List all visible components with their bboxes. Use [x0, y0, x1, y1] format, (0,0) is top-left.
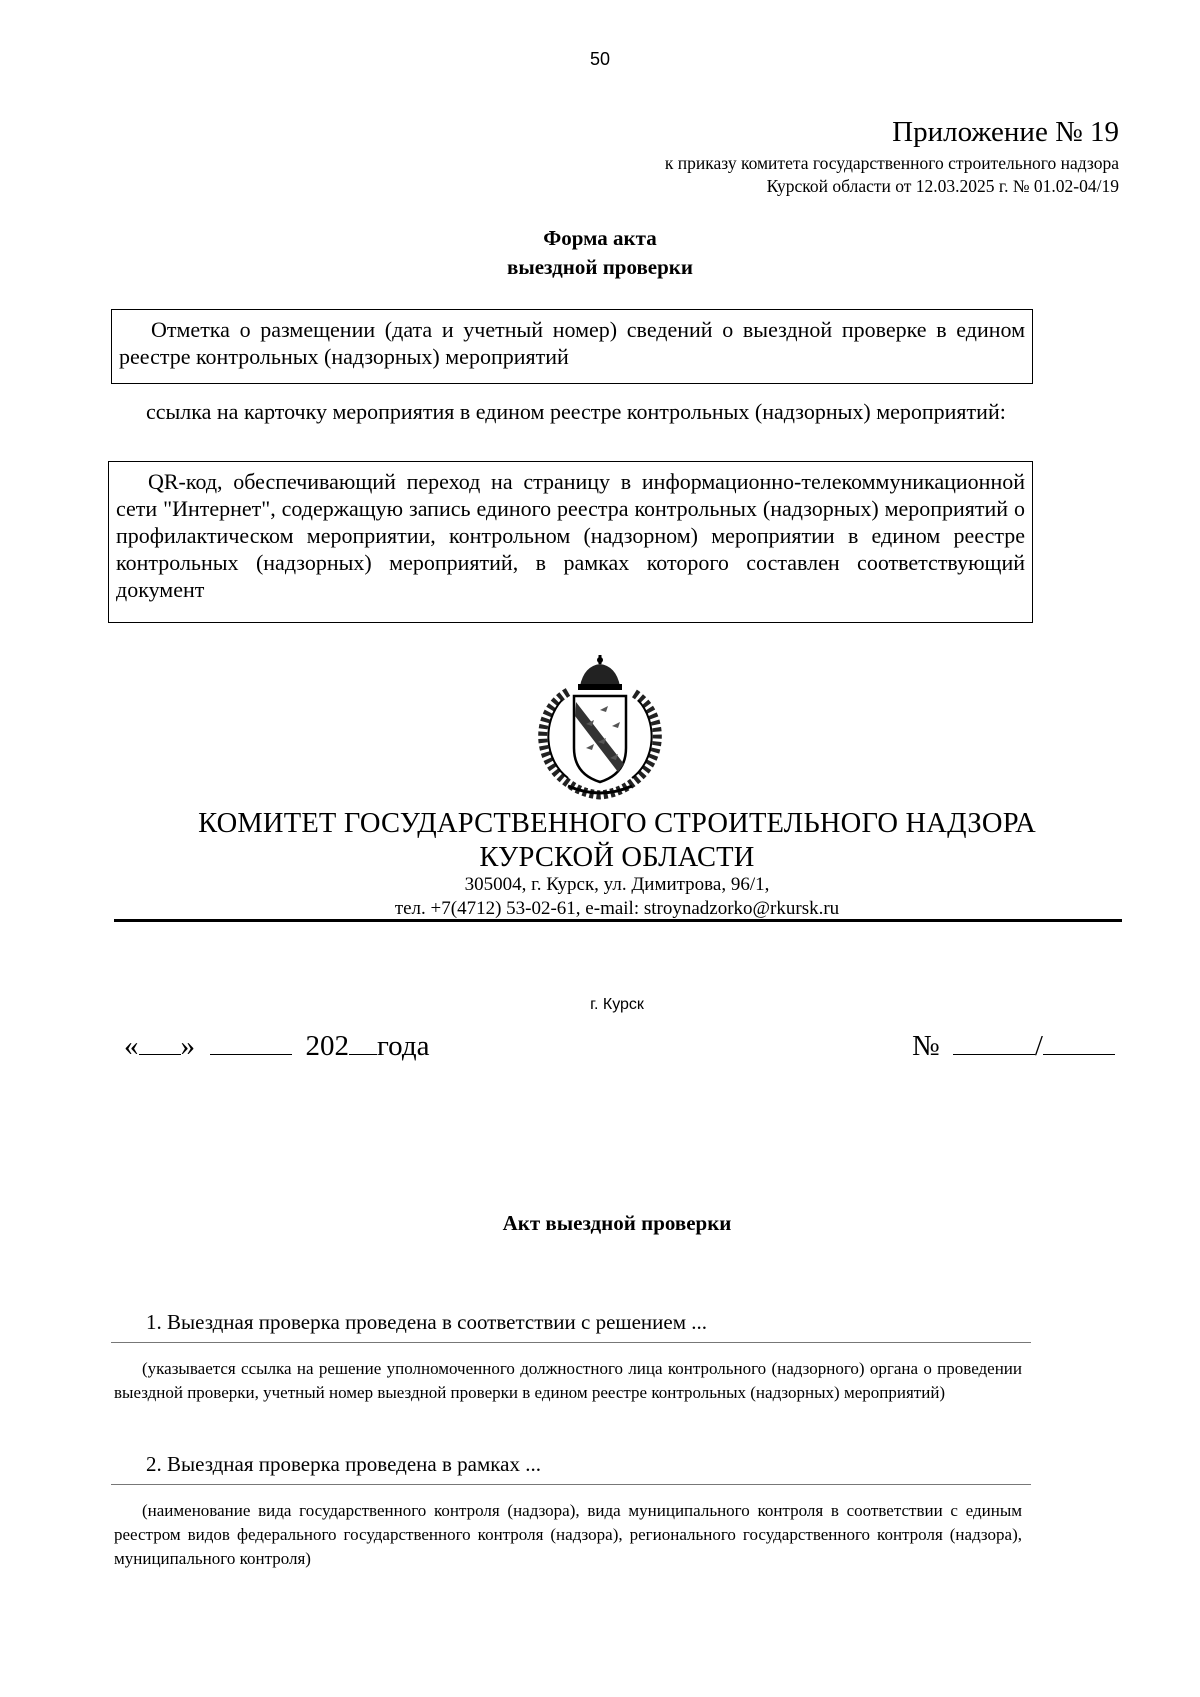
number-separator: / [1034, 1030, 1043, 1062]
date-close-quote: » [180, 1030, 195, 1062]
year-word: года [377, 1030, 430, 1062]
act-title: Акт выездной проверки [502, 1211, 732, 1235]
number-blank-2[interactable] [1043, 1026, 1115, 1055]
year-prefix: 202 [305, 1030, 349, 1062]
month-blank[interactable] [210, 1026, 292, 1055]
registry-link-text: ссылка на карточку мероприятия в едином реестре контрольных (надзорных) мероприятий: [146, 399, 1006, 424]
qr-code-text: QR-код, обеспечивающий переход на страницу в информационно-телекоммуникационной сети "Интернет", содержащую запись единого реестра контрольных (надзорных) мероприятий о профилактическом мероприятии, контрольном (надзорном) мероприятии в едином реестре контрольных (надзорных) мероприятий, в рамках которого составлен соответствующий документ [116, 469, 1025, 602]
number-blank-1[interactable] [953, 1026, 1035, 1055]
date-field [124, 1026, 429, 1063]
appendix-date-line: Курской области от 12.03.2025 г. № 01.02-04/19 [766, 176, 1119, 196]
page-number: 50 [589, 49, 611, 69]
item-2-note: (наименование вида государственного контроля (надзора), вида муниципального контроля в соответствии с единым реестром видов федерального государственного контроля (надзора), регионального государственного контроля (надзора), муниципального контроля) [114, 1501, 1022, 1568]
item-1-underline [111, 1342, 1031, 1343]
appendix-title: Приложение № 19 [892, 116, 1119, 148]
organization-name-line2: КУРСКОЙ ОБЛАСТИ [479, 842, 755, 873]
number-symbol: № [912, 1030, 940, 1062]
organization-contacts: тел. +7(4712) 53-02-61, e-mail: stroynadzorko@rkursk.ru [394, 898, 840, 919]
letterhead-divider [114, 919, 1122, 922]
form-title-line2: выездной проверки [507, 255, 693, 279]
city-label: г. Курск [590, 996, 644, 1013]
organization-name-line1: КОМИТЕТ ГОСУДАРСТВЕННОГО СТРОИТЕЛЬНОГО НАДЗОРА [198, 808, 1036, 839]
appendix-order-line: к приказу комитета государственного строительного надзора [664, 153, 1119, 173]
qr-code-box [108, 461, 1033, 623]
item-1-note: (указывается ссылка на решение уполномоченного должностного лица контрольного (надзорного) органа о проведении выездной проверки, учетный номер выездной проверки в едином реестре контрольных (надзорных) мероприятий) [114, 1359, 1022, 1402]
document-number-field [912, 1026, 1115, 1063]
item-2-text: 2. Выездная проверка проведена в рамках ... [146, 1452, 541, 1476]
form-title-line1: Форма акта [543, 226, 657, 250]
kursk-coat-of-arms-icon [528, 652, 672, 802]
registry-mark-text: Отметка о размещении (дата и учетный номер) сведений о выездной проверке в едином реестре контрольных (надзорных) мероприятий [119, 317, 1025, 369]
year-blank[interactable] [349, 1026, 377, 1055]
day-blank[interactable] [139, 1026, 181, 1055]
registry-mark-box [111, 309, 1033, 384]
organization-address: 305004, г. Курск, ул. Димитрова, 96/1, [464, 874, 770, 895]
item-1-text: 1. Выездная проверка проведена в соответствии с решением ... [146, 1310, 708, 1334]
item-2-underline [111, 1484, 1031, 1485]
date-open-quote: « [124, 1030, 139, 1062]
